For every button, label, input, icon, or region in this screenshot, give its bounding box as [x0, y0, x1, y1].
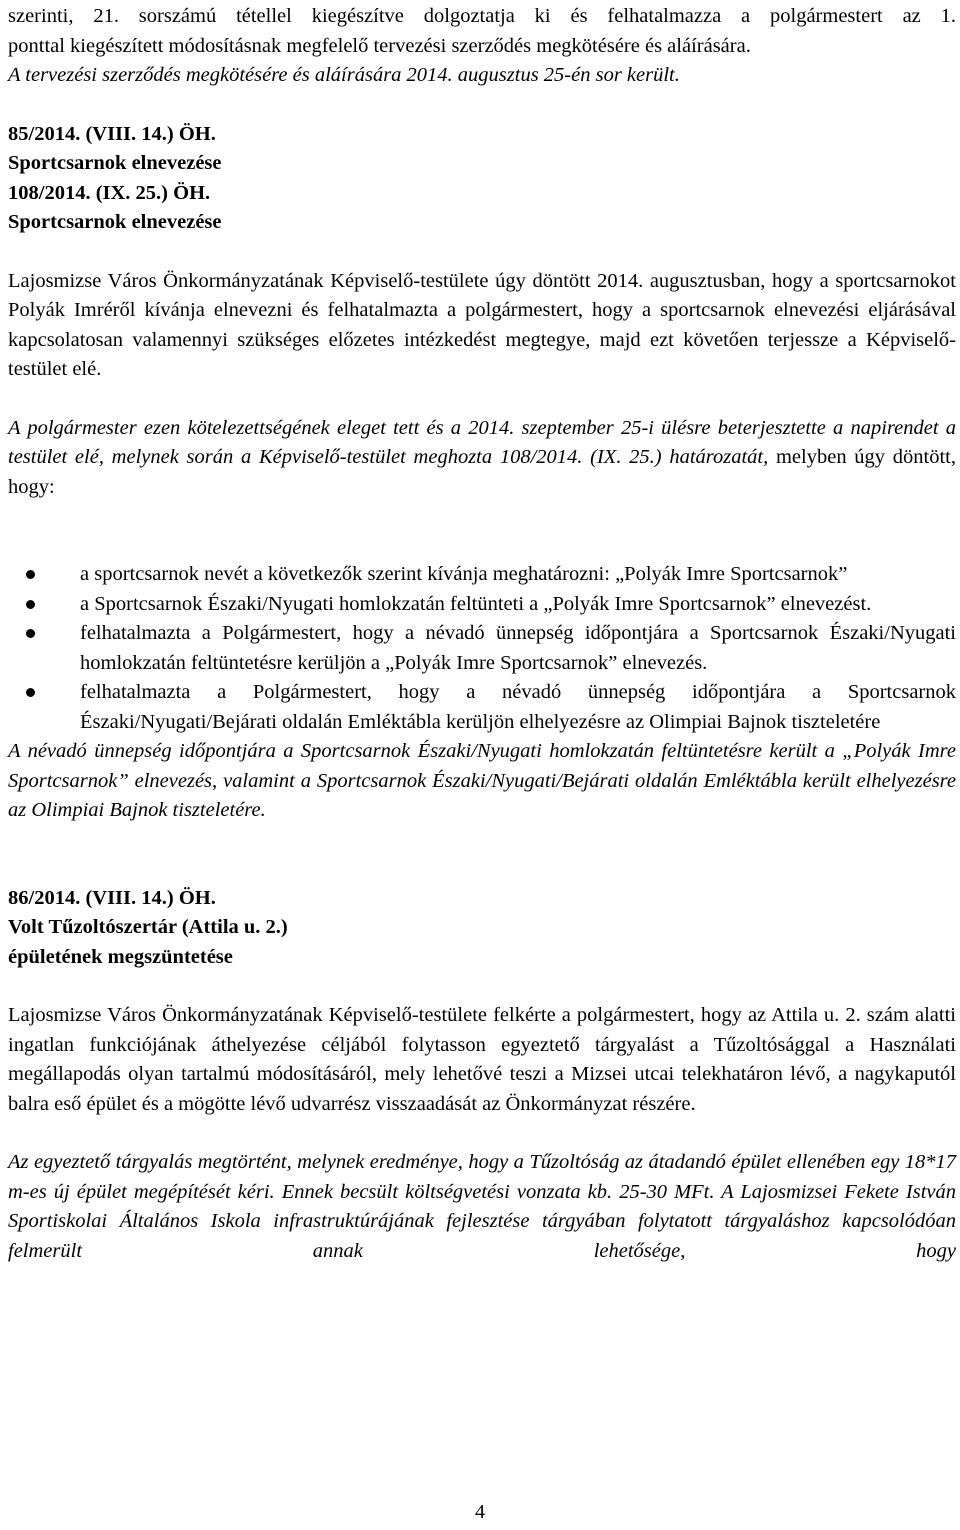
list-item: a sportcsarnok nevét a következők szerint kívánja meghatározni: „Polyák Imre Sportcsarnok”	[8, 560, 956, 590]
decision-bullet-list	[8, 560, 956, 737]
section-108-resolution-number: 108/2014. (IX. 25.) ÖH.	[8, 181, 211, 204]
section-86-title: Volt Tűzoltószertár (Attila u. 2.)	[8, 916, 288, 938]
section-85-heading	[8, 120, 956, 238]
section-85-paragraph-2-normal: melyben úgy döntött, hogy:	[8, 446, 956, 498]
list-item: felhatalmazta a Polgármestert, hogy a névadó ünnepség időpontjára a Sportcsarnok Északi/Nyugati homlokzatán feltüntetésre kerüljön a „Polyák Imre Sportcsarnok” elnevezés.	[8, 619, 956, 678]
section-85-paragraph-2	[8, 414, 956, 503]
bullet-icon	[26, 570, 35, 579]
intro-line-1: szerinti, 21. sorszámú tétellel kiegészítve dolgoztatja ki és felhatalmazza a polgármestert az 1.	[8, 5, 956, 27]
list-item: felhatalmazta a Polgármestert, hogy a névadó ünnepség időpontjára a Sportcsarnok Északi/Nyugati/Bejárati oldalán Emléktábla kerüljön elhelyezésre az Olimpiai Bajnok tiszteletére	[8, 678, 956, 737]
document-page	[8, 2, 956, 1266]
section-86-heading	[8, 884, 956, 973]
intro-line-3: A tervezési szerződés megkötésére és aláírására 2014. augusztus 25-én sor került.	[8, 64, 680, 86]
section-86-subtitle: épületének megszüntetése	[8, 945, 233, 968]
intro-line-2: ponttal kiegészített módosításnak megfelelő tervezési szerződés megkötésére és aláírására.	[8, 34, 751, 57]
page-number: 4	[475, 1501, 485, 1523]
section-85-paragraph-3: A névadó ünnepség időpontjára a Sportcsarnok Északi/Nyugati homlokzatán feltüntetésre került a „Polyák Imre Sportcsarnok” elnevezés, valamint a Sportcsarnok Északi/Nyugati/Bejárati oldalán Emléktábla került elhelyezésre az Olimpiai Bajnok tiszteletére.	[8, 740, 956, 821]
bullet-icon	[26, 629, 35, 638]
section-85-title: Sportcsarnok elnevezése	[8, 152, 222, 174]
list-item: a Sportcsarnok Északi/Nyugati homlokzatán feltünteti a „Polyák Imre Sportcsarnok” elnevezést.	[8, 590, 956, 620]
bullet-icon	[26, 600, 35, 609]
section-108-title: Sportcsarnok elnevezése	[8, 211, 222, 233]
section-85-paragraph-2-italic: A polgármester ezen kötelezettségének eleget tett és a 2014. szeptember 25-i ülésre beterjesztette a napirendet a testület elé, melynek során a Képviselő-testület meghozta 108/2014. (IX. 25.) határozatát,	[8, 416, 956, 468]
section-86-paragraph-2: Az egyeztető tárgyalás megtörtént, melynek eredménye, hogy a Tűzoltóság az átadandó épület ellenében egy 18*17 m-es új épület megépítését kéri. Ennek becsült költségvetési vonzata kb. 25-30 MFt. A Lajosmizsei Fekete István Sportiskolai Általános Iskola infrastruktúrájának fejlesztése tárgyában folytatott tárgyaláshoz kapcsolódóan felmerült annak lehetősége, hogy	[8, 1151, 956, 1262]
section-85-resolution-number: 85/2014. (VIII. 14.) ÖH.	[8, 122, 216, 145]
section-86-resolution-number: 86/2014. (VIII. 14.) ÖH.	[8, 886, 216, 909]
section-85-paragraph-1: Lajosmizse Város Önkormányzatának Képviselő-testülete úgy döntött 2014. augusztusban, hogy a sportcsarnokot Polyák Imréről kívánja elnevezni és felhatalmazta a polgármestert, hogy a sportcsarnok elnevezési eljárásával kapcsolatosan valamennyi szükséges előzetes intézkedést megtegye, majd ezt követően terjessze a Képviselő-testület elé.	[8, 269, 956, 380]
section-86-paragraph-1: Lajosmizse Város Önkormányzatának Képviselő-testülete felkérte a polgármestert, hogy az Attila u. 2. szám alatti ingatlan funkciójának áthelyezése céljából folytasson egyeztető tárgyalást a Tűzoltósággal a Használati megállapodás olyan tartalmú módosításáról, mely lehetővé teszi a Mizsei utcai telekhatáron lévő, a nagykaputól balra eső épület és a mögötte lévő udvarrész visszaadását az Önkormányzat részére.	[8, 1004, 956, 1115]
bullet-icon	[26, 688, 35, 697]
